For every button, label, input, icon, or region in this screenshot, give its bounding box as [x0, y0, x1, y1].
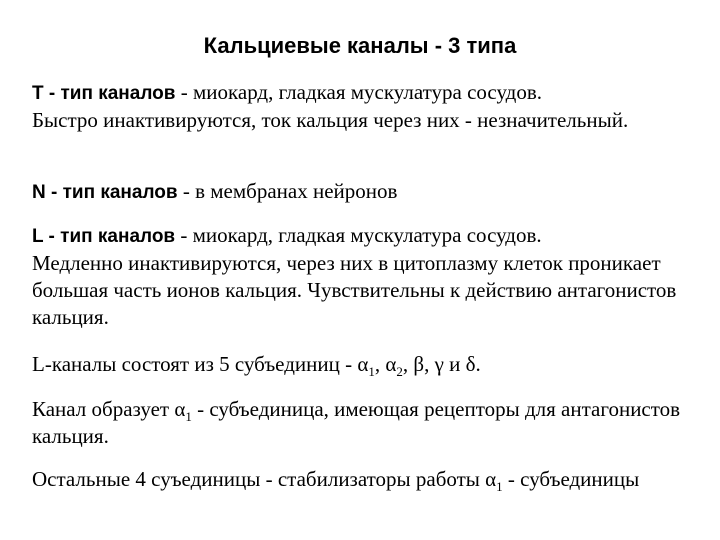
alpha-symbol: α: [485, 467, 497, 491]
t-type-text-line1: - миокард, гладкая мускулатура сосудов.: [175, 80, 542, 104]
l-type-text-rest: Медленно инактивируются, через них в цитоплазму клеток проникает большая часть ионов кальция. Чувствительны к действию антагонистов кальция.: [32, 251, 677, 329]
n-type-paragraph: [32, 178, 702, 206]
t-type-paragraph: [32, 79, 702, 134]
channel-rest: - субъединица, имеющая рецепторы для антагонистов кальция.: [32, 397, 681, 448]
others-paragraph: [32, 466, 702, 493]
t-type-text-rest: Быстро инактивируются, ток кальция через них - незначительный.: [32, 108, 629, 132]
others-prefix: Остальные 4 суъединицы - стабилизаторы работы: [32, 467, 486, 491]
n-type-text: - в мембранах нейронов: [177, 179, 398, 203]
subscript-1: 1: [185, 409, 192, 425]
l-type-heading: L - тип каналов: [32, 226, 176, 247]
channel-paragraph: [32, 396, 702, 450]
alpha-symbol: α: [357, 352, 369, 376]
subunits-prefix: L-каналы состоят из 5 субъединиц -: [32, 352, 358, 376]
others-rest: - субъединицы: [502, 467, 640, 491]
subscript-1: 1: [368, 364, 375, 380]
channel-prefix: Канал образует: [32, 397, 175, 421]
alpha-symbol: α: [174, 397, 186, 421]
l-type-paragraph: [32, 222, 702, 331]
separator: ,: [374, 352, 386, 376]
subunits-paragraph: [32, 351, 702, 378]
slide-title: Кальциевые каналы - 3 типа: [203, 33, 517, 58]
t-type-heading: Т - тип каналов: [32, 83, 176, 104]
subscript-1: 1: [496, 479, 503, 495]
subscript-2: 2: [396, 364, 403, 380]
n-type-heading: N - тип каналов: [32, 182, 178, 203]
l-type-text-line1: - миокард, гладкая мускулатура сосудов.: [175, 223, 542, 247]
subunits-rest: , β, γ и δ.: [402, 352, 481, 376]
alpha-symbol-2: α: [385, 352, 397, 376]
